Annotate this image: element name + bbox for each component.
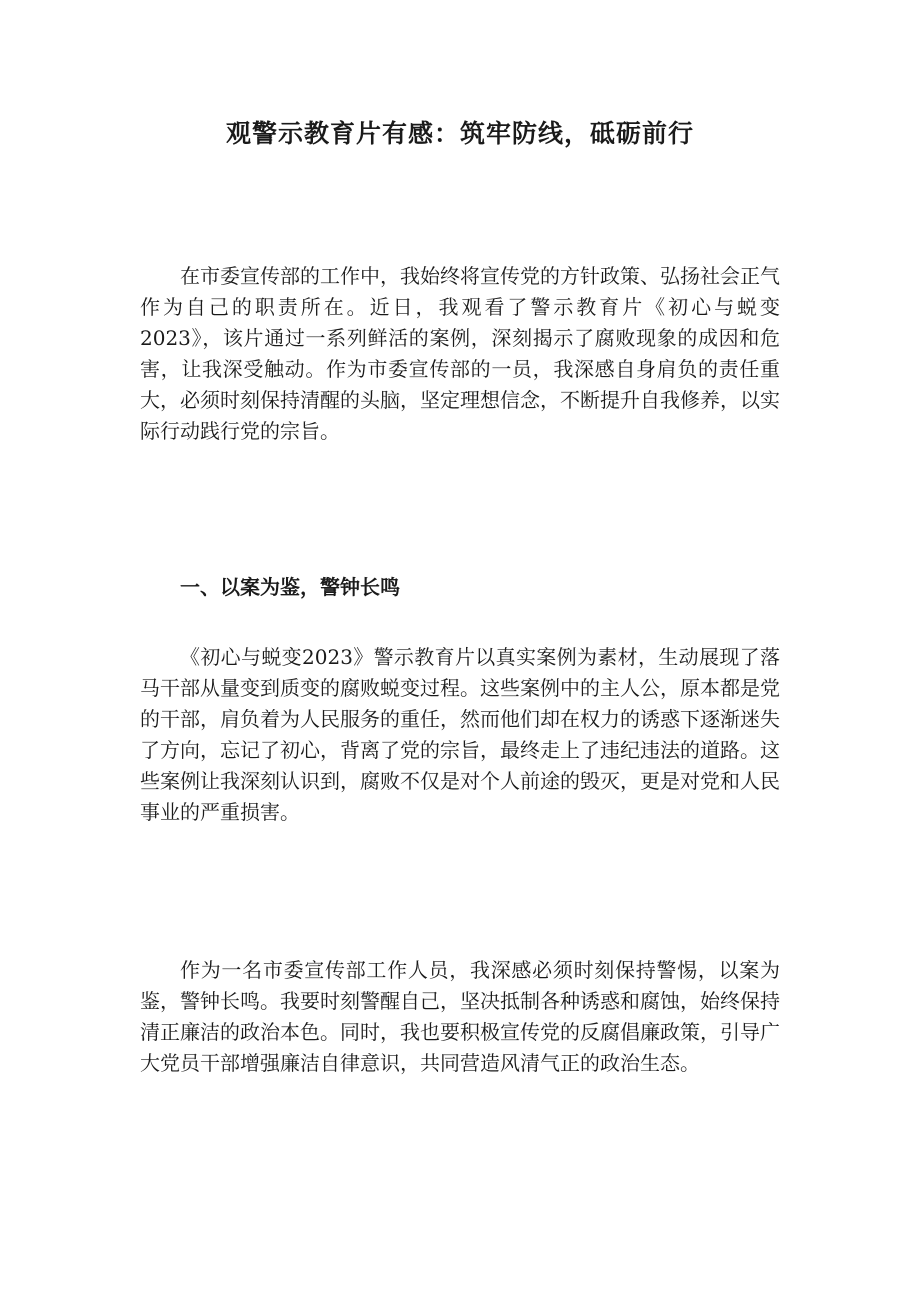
section-heading-1: 一、以案为鉴，警钟长鸣 xyxy=(180,575,400,599)
section-1-paragraph-1: 《初心与蜕变2023》警示教育片以真实案例为素材，生动展现了落马干部从量变到质变的腐败蜕变过程。这些案例中的主人公，原本都是党的干部，肩负着为人民服务的重任，然而他们却在权力的诱惑下逐渐迷失了方向，忘记了初心，背离了党的宗旨，最终走上了违纪违法的道路。这些案例让我深刻认识到，腐败不仅是对个人前途的毁灭，更是对党和人民事业的严重损害。 xyxy=(140,645,780,824)
intro-paragraph: 在市委宣传部的工作中，我始终将宣传党的方针政策、弘扬社会正气作为自己的职责所在。近日，我观看了警示教育片《初心与蜕变2023》，该片通过一系列鲜活的案例，深刻揭示了腐败现象的成因和危害，让我深受触动。作为市委宣传部的一员，我深感自身肩负的责任重大，必须时刻保持清醒的头脑，坚定理想信念，不断提升自我修养，以实际行动践行党的宗旨。 xyxy=(140,264,780,443)
document-title: 观警示教育片有感：筑牢防线，砥砺前行 xyxy=(225,119,694,148)
section-1-paragraph-2: 作为一名市委宣传部工作人员，我深感必须时刻保持警惕，以案为鉴，警钟长鸣。我要时刻警醒自己，坚决抵制各种诱惑和腐蚀，始终保持清正廉洁的政治本色。同时，我也要积极宣传党的反腐倡廉政策，引导广大党员干部增强廉洁自律意识，共同营造风清气正的政治生态。 xyxy=(140,958,780,1075)
